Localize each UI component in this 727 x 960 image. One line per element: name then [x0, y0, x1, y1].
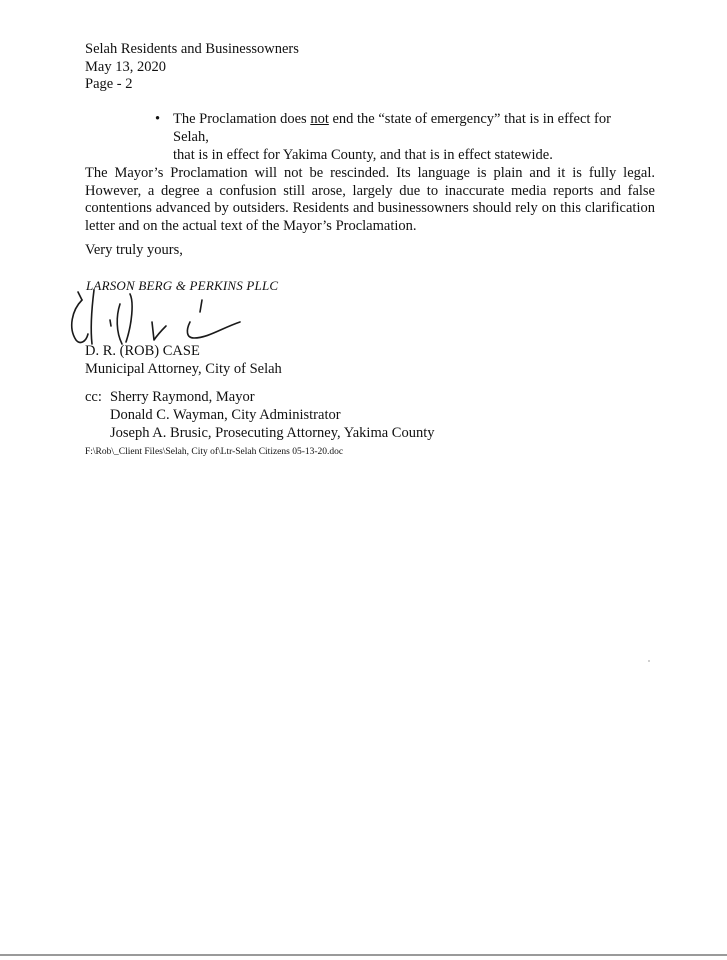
- bullet-text-start: The Proclamation does: [173, 111, 311, 127]
- bullet-text: [173, 110, 643, 164]
- cc-recipient: Joseph A. Brusic, Prosecuting Attorney, Yakima County: [110, 425, 435, 441]
- body-line: However, a degree a confusion still arose, largely due to inaccurate media reports and false: [85, 182, 655, 199]
- bullet-emphasis: not: [310, 111, 329, 127]
- firm-name: LARSON BERG & PERKINS PLLC: [86, 278, 279, 293]
- cc-label: cc:: [85, 389, 102, 405]
- scan-edge-line: [0, 954, 727, 956]
- scan-speck: [648, 660, 650, 662]
- cc-recipient: Sherry Raymond, Mayor: [110, 389, 255, 405]
- document-file-path: F:\Rob\_Client Files\Selah, City of\Ltr-Selah Citizens 05-13-20.doc: [85, 447, 344, 457]
- signer-title: Municipal Attorney, City of Selah: [85, 360, 282, 377]
- closing-salutation: Very truly yours,: [85, 242, 183, 258]
- body-line: The Mayor’s Proclamation will not be rescinded. Its language is plain and it is fully legal.: [85, 165, 655, 181]
- recipient-line: Selah Residents and Businessowners: [85, 41, 299, 57]
- body-line: contentions advanced by outsiders. Residents and businessowners should rely on this clarification: [85, 200, 655, 217]
- body-line: letter and on the actual text of the Mayor’s Proclamation.: [85, 217, 417, 234]
- signer-name: D. R. (ROB) CASE: [85, 343, 200, 359]
- bullet-text-end: end the “state of emergency” that is in effect for Selah,: [173, 111, 611, 145]
- date-line: May 13, 2020: [85, 58, 166, 75]
- cc-recipient: Donald C. Wayman, City Administrator: [110, 407, 341, 423]
- letter-header: [85, 41, 299, 94]
- body-paragraph: [85, 165, 655, 235]
- cc-recipients: [110, 388, 435, 442]
- bullet-text-line2: that is in effect for Yakima County, and that is in effect statewide.: [173, 147, 553, 163]
- signer-block: [85, 343, 282, 378]
- bullet-symbol: •: [155, 111, 161, 127]
- page-number: Page - 2: [85, 76, 133, 92]
